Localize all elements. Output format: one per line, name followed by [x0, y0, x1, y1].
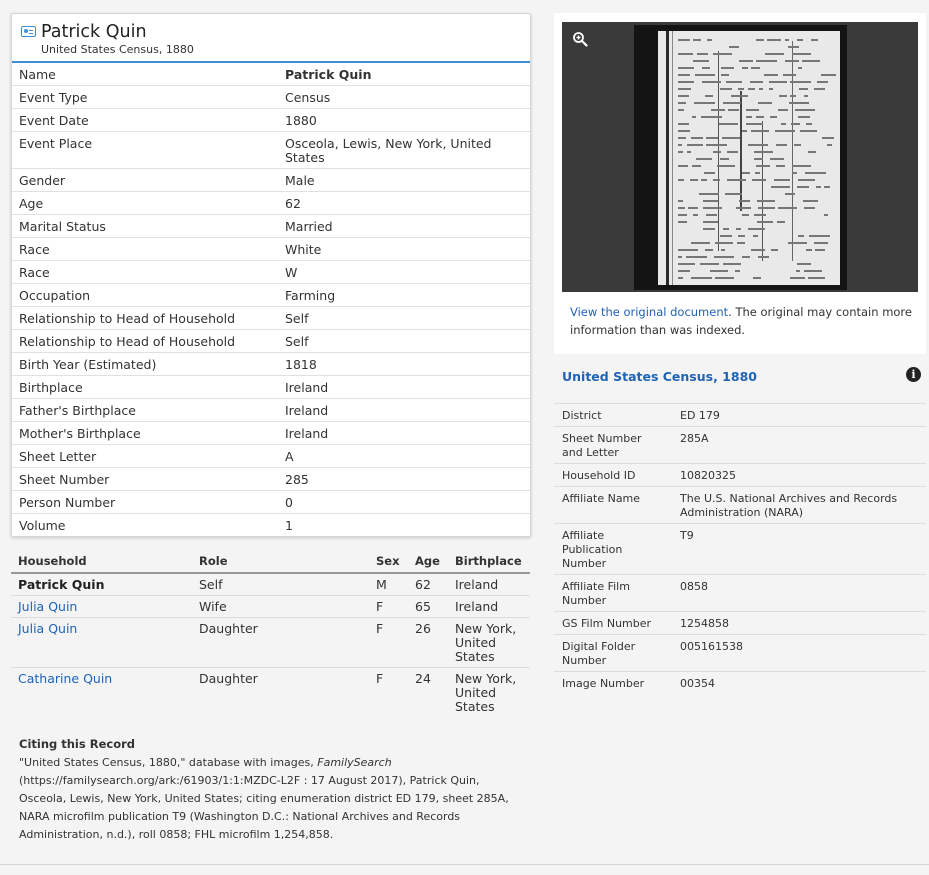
fact-value: 0 — [272, 491, 530, 514]
document-thumbnail[interactable] — [634, 25, 847, 290]
collection-detail-row — [554, 524, 926, 575]
col-household: Household — [11, 552, 192, 573]
member-age: 65 — [408, 596, 448, 618]
fact-value: Ireland — [272, 399, 530, 422]
fact-value: 1 — [285, 518, 293, 533]
detail-label: District — [554, 404, 672, 427]
household-row — [11, 596, 530, 618]
fact-label: Race — [12, 261, 272, 284]
fact-label: Gender — [12, 169, 272, 192]
collection-detail-row — [554, 427, 926, 464]
fact-value: Osceola, Lewis, New York, United States — [272, 132, 530, 169]
fact-value: 285 — [272, 468, 530, 491]
fact-value: Ireland — [272, 376, 530, 399]
fact-value: Ireland — [272, 422, 530, 445]
fact-label: Marital Status — [12, 215, 272, 238]
member-role: Self — [192, 573, 369, 596]
image-caption — [570, 303, 918, 339]
fact-label: Person Number — [12, 491, 272, 514]
fact-row — [12, 261, 530, 284]
member-sex: F — [369, 618, 408, 668]
collection-detail-row — [554, 575, 926, 612]
fact-row — [12, 468, 530, 491]
col-sex: Sex — [369, 552, 408, 573]
member-age: 62 — [408, 573, 448, 596]
fact-label: Relationship to Head of Household — [12, 307, 272, 330]
citation-part2: (https://familysearch.org/ark:/61903/1:1:MZDC-L2F : 17 August 2017), Patrick Quin, Osceola, Lewis, New York, United States; citing enumeration district ED 179, sheet 285A, NARA microfilm publication T9 (Washington D.C.: National Archives and Records Administration, n.d.), roll 0858; FHL microfilm 1,254,858. — [19, 774, 509, 841]
detail-value: 10820325 — [672, 464, 926, 487]
image-panel — [554, 13, 926, 354]
image-caption-rest: . The original may contain more information than was indexed. — [570, 305, 912, 337]
member-role: Daughter — [192, 618, 369, 668]
facts-table — [12, 63, 530, 536]
fact-value: A — [272, 445, 530, 468]
detail-value: 285A — [672, 427, 926, 464]
member-birthplace: Ireland — [448, 596, 530, 618]
image-viewer[interactable] — [562, 22, 918, 292]
member-sex: F — [376, 671, 384, 686]
fact-label: Birth Year (Estimated) — [12, 353, 272, 376]
household-row — [11, 573, 530, 596]
footer-divider — [0, 864, 929, 865]
collection-detail-row — [554, 464, 926, 487]
fact-label: Volume — [19, 518, 66, 533]
member-role: Daughter — [199, 671, 258, 686]
fact-value: Census — [272, 86, 530, 109]
record-name: Patrick Quin — [41, 22, 147, 42]
citation-title: Citing this Record — [19, 737, 135, 751]
fact-row — [12, 445, 530, 468]
member-sex: F — [369, 596, 408, 618]
fact-value: Married — [272, 215, 530, 238]
fact-row — [12, 238, 530, 261]
fact-row — [12, 307, 530, 330]
member-age: 24 — [415, 671, 431, 686]
detail-label: Digital Folder Number — [554, 635, 672, 672]
fact-row — [12, 215, 530, 238]
fact-row — [12, 514, 530, 537]
fact-row — [12, 132, 530, 169]
member-name[interactable]: Julia Quin — [18, 621, 78, 636]
member-name: Patrick Quin — [18, 577, 105, 592]
collection-header — [554, 360, 926, 402]
citation-text — [19, 754, 529, 844]
detail-label: Sheet Number and Letter — [554, 427, 672, 464]
household-row — [11, 618, 530, 668]
collection-detail-row — [554, 635, 926, 672]
citation-italic: FamilySearch — [317, 756, 392, 769]
fact-label: Father's Birthplace — [12, 399, 272, 422]
fact-label: Mother's Birthplace — [12, 422, 272, 445]
fact-value: Patrick Quin — [272, 63, 530, 86]
household-table — [11, 552, 530, 717]
fact-row — [12, 169, 530, 192]
col-birthplace: Birthplace — [448, 552, 530, 573]
fact-row — [12, 63, 530, 86]
fact-value: White — [272, 238, 530, 261]
fact-value: Self — [272, 330, 530, 353]
fact-label: Sheet Letter — [12, 445, 272, 468]
detail-label: Image Number — [554, 672, 672, 695]
detail-value: 005161538 — [672, 635, 926, 672]
fact-value: 62 — [272, 192, 530, 215]
collection-detail-row — [554, 612, 926, 635]
citation-part1: "United States Census, 1880," database with images, — [19, 756, 318, 769]
person-record-icon — [21, 26, 36, 37]
detail-value: The U.S. National Archives and Records Administration (NARA) — [672, 487, 926, 524]
fact-row — [12, 192, 530, 215]
detail-value: 0858 — [672, 575, 926, 612]
member-name[interactable]: Julia Quin — [18, 599, 78, 614]
fact-row — [12, 330, 530, 353]
record-title — [21, 22, 521, 42]
fact-row — [12, 353, 530, 376]
member-sex: M — [369, 573, 408, 596]
fact-value: 1818 — [272, 353, 530, 376]
collection-detail-row — [554, 404, 926, 427]
collection-title-link[interactable]: United States Census, 1880 — [562, 369, 757, 384]
member-name[interactable]: Catharine Quin — [18, 671, 113, 686]
col-age: Age — [408, 552, 448, 573]
member-birthplace: Ireland — [448, 573, 530, 596]
fact-label: Occupation — [12, 284, 272, 307]
view-original-link[interactable]: View the original document — [570, 305, 729, 319]
record-header — [12, 14, 530, 63]
record-collection: United States Census, 1880 — [41, 43, 194, 56]
member-birthplace: New York, United States — [448, 618, 530, 668]
fact-label: Event Date — [12, 109, 272, 132]
collection-details-table — [554, 403, 926, 694]
fact-value: Self — [272, 307, 530, 330]
col-role: Role — [192, 552, 369, 573]
detail-label: Household ID — [554, 464, 672, 487]
fact-row — [12, 491, 530, 514]
fact-row — [12, 376, 530, 399]
fact-label: Name — [12, 63, 272, 86]
household-section — [11, 552, 530, 717]
detail-label: Affiliate Film Number — [554, 575, 672, 612]
member-birthplace: New York, United States — [455, 671, 517, 714]
fact-label: Event Type — [12, 86, 272, 109]
detail-label: Affiliate Publication Number — [554, 524, 672, 575]
fact-label: Race — [12, 238, 272, 261]
info-icon[interactable]: i — [906, 367, 921, 382]
detail-value: ED 179 — [672, 404, 926, 427]
collection-detail-row — [554, 672, 926, 695]
member-role: Wife — [192, 596, 369, 618]
fact-row — [12, 422, 530, 445]
household-row — [11, 668, 530, 718]
fact-label: Event Place — [12, 132, 272, 169]
fact-value: Male — [272, 169, 530, 192]
fact-row — [12, 399, 530, 422]
fact-label: Relationship to Head of Household — [12, 330, 272, 353]
detail-label: GS Film Number — [554, 612, 672, 635]
detail-value: 00354 — [672, 672, 926, 695]
citation-section — [19, 735, 529, 844]
fact-value: Farming — [272, 284, 530, 307]
collection-detail-row — [554, 487, 926, 524]
fact-row — [12, 109, 530, 132]
detail-value: T9 — [672, 524, 926, 575]
detail-label: Affiliate Name — [554, 487, 672, 524]
zoom-in-icon[interactable] — [572, 31, 588, 47]
record-card — [11, 13, 531, 537]
fact-value: 1880 — [272, 109, 530, 132]
fact-value: W — [272, 261, 530, 284]
member-age: 26 — [408, 618, 448, 668]
fact-row — [12, 284, 530, 307]
fact-label: Age — [12, 192, 272, 215]
detail-value[interactable]: 1254858 — [672, 612, 926, 635]
fact-label: Sheet Number — [12, 468, 272, 491]
fact-row — [12, 86, 530, 109]
fact-label: Birthplace — [12, 376, 272, 399]
census-page-image — [658, 31, 840, 285]
